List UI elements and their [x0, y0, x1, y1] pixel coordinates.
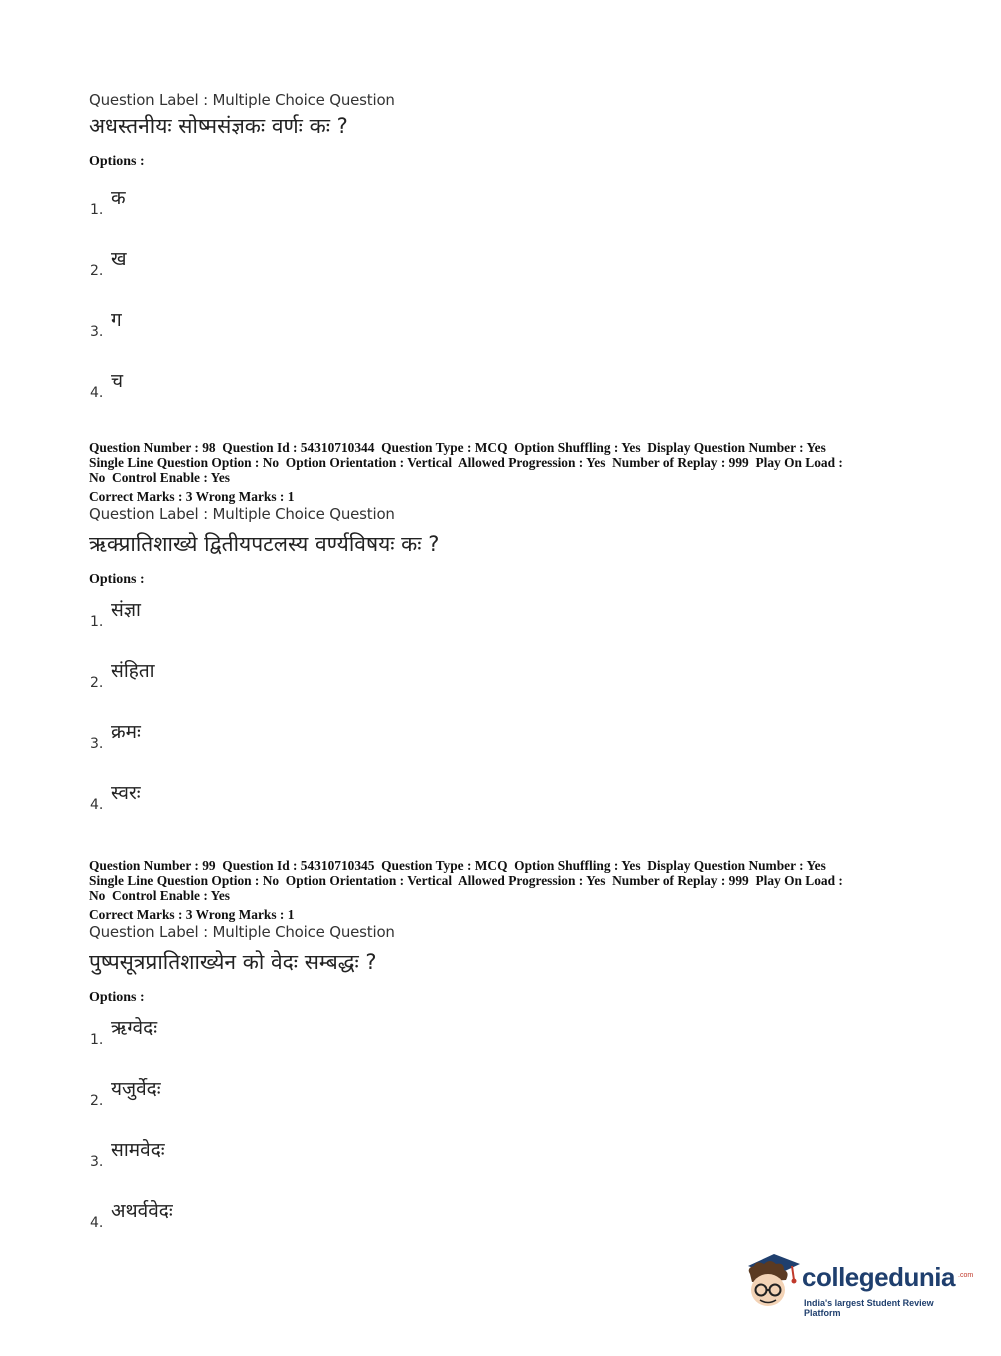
- question-text: अधस्तनीयः सोष्मसंज्ञकः वर्णः कः ?: [89, 114, 348, 138]
- question-99: [89, 858, 919, 1258]
- question-label: Question Label : Multiple Choice Question: [89, 91, 395, 109]
- option-text: ग: [111, 309, 122, 331]
- question-text: पुष्पसूत्रप्रातिशाख्येन को वेदः सम्बद्धः ?: [89, 950, 377, 974]
- option-text: ख: [111, 248, 127, 270]
- option-item: [89, 245, 919, 306]
- options-list: [89, 1014, 919, 1258]
- option-number: 3.: [90, 1154, 104, 1170]
- question-meta-line: No Control Enable : Yes: [89, 888, 230, 903]
- option-item: [89, 1197, 919, 1258]
- option-text: अथर्ववेदः: [111, 1200, 173, 1222]
- option-text: यजुर्वेदः: [111, 1078, 161, 1100]
- logo-tagline: India's largest Student Review Platform: [804, 1298, 934, 1318]
- option-number: 1.: [90, 1032, 104, 1048]
- option-text: सामवेदः: [111, 1139, 165, 1161]
- question-97: [89, 90, 919, 428]
- option-item: [89, 1075, 919, 1136]
- question-meta-line: Single Line Question Option : No Option Orientation : Vertical Allowed Progression : Yes Number of Replay : 999 Play On Load :: [89, 873, 843, 888]
- option-number: 2.: [90, 263, 104, 279]
- question-text: ऋक्प्रातिशाख्ये द्वितीयपटलस्य वर्ण्यविषयः कः ?: [89, 532, 440, 556]
- collegedunia-logo[interactable]: [742, 1250, 972, 1320]
- options-title: Options :: [89, 990, 145, 1005]
- options-title: Options :: [89, 572, 145, 587]
- option-item: [89, 657, 919, 718]
- option-item: [89, 596, 919, 657]
- option-item: [89, 306, 919, 367]
- option-text: संज्ञा: [111, 599, 141, 621]
- question-label: Question Label : Multiple Choice Question: [89, 505, 395, 523]
- option-text: संहिता: [111, 660, 155, 682]
- marks-info: Correct Marks : 3 Wrong Marks : 1: [89, 907, 295, 922]
- option-text: ऋग्वेदः: [111, 1017, 158, 1039]
- option-number: 4.: [90, 385, 104, 401]
- question-meta-line: No Control Enable : Yes: [89, 470, 230, 485]
- option-text: क्रमः: [111, 721, 141, 743]
- option-number: 2.: [90, 1093, 104, 1109]
- question-98: [89, 440, 919, 840]
- logo-wordmark: collegedunia: [802, 1262, 955, 1292]
- option-number: 2.: [90, 675, 104, 691]
- question-label: Question Label : Multiple Choice Question: [89, 923, 395, 941]
- option-item: [89, 779, 919, 840]
- question-meta-line: Single Line Question Option : No Option Orientation : Vertical Allowed Progression : Yes Number of Replay : 999 Play On Load :: [89, 455, 843, 470]
- options-list: [89, 596, 919, 840]
- mascot-icon: [742, 1250, 802, 1314]
- option-number: 1.: [90, 202, 104, 218]
- option-text: च: [111, 370, 124, 392]
- options-title: Options :: [89, 154, 145, 169]
- option-item: [89, 184, 919, 245]
- option-item: [89, 1136, 919, 1197]
- marks-info: Correct Marks : 3 Wrong Marks : 1: [89, 489, 295, 504]
- question-meta-line: Question Number : 99 Question Id : 54310710345 Question Type : MCQ Option Shuffling : Yes Display Question Number : Yes: [89, 858, 826, 873]
- question-meta-line: Question Number : 98 Question Id : 54310710344 Question Type : MCQ Option Shuffling : Yes Display Question Number : Yes: [89, 440, 826, 455]
- option-number: 4.: [90, 1215, 104, 1231]
- option-text: क: [111, 187, 126, 209]
- option-number: 1.: [90, 614, 104, 630]
- option-text: स्वरः: [111, 782, 141, 804]
- option-number: 4.: [90, 797, 104, 813]
- option-number: 3.: [90, 324, 104, 340]
- option-number: 3.: [90, 736, 104, 752]
- option-item: [89, 1014, 919, 1075]
- option-item: [89, 718, 919, 779]
- logo-domain: .com: [958, 1272, 974, 1279]
- options-list: [89, 184, 919, 428]
- option-item: [89, 367, 919, 428]
